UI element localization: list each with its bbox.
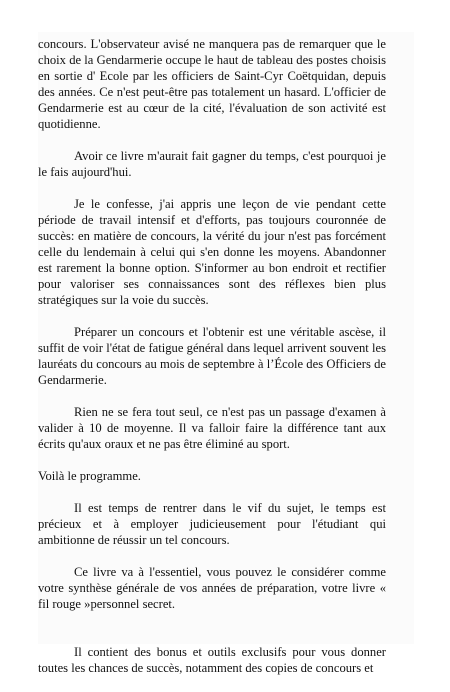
document-body: [38, 36, 386, 692]
paragraph-4: Préparer un concours et l'obtenir est une véritable ascèse, il suffit de voir l'état de fatigue général dans lequel arrivent souvent les lauréats du concours au mois de septembre à l’École des Officiers de Gendarmerie.: [38, 325, 386, 387]
paragraph-3: Je le confesse, j'ai appris une leçon de vie pendant cette période de travail intensif et d'efforts, pas toujours couronnée de succès: en matière de concours, la vérité du jour n'est pas forcément celle du lendemain à celui qui s'en donne les moyens. Abandonner est rarement la bonne option. S'informer au bon endroit et rectifier pour valoriser ses connaissances sont des réflexes bien plus stratégiques sur la voie du succès.: [38, 197, 386, 307]
paragraph-5: Rien ne se fera tout seul, ce n'est pas un passage d'examen à valider à 10 de moyenne. Il va falloir faire la différence tant aux écrits qu'aux oraux et ne pas être éliminé au sport.: [38, 405, 386, 451]
paragraph-6: Voilà le programme.: [38, 469, 141, 483]
paragraph-9: Il contient des bonus et outils exclusifs pour vous donner toutes les chances de succès, notamment des copies de concours et: [38, 645, 386, 675]
paragraph-1: concours. L'observateur avisé ne manquera pas de remarquer que le choix de la Gendarmerie occupe le haut de tableau des postes choisis en sortie d' Ecole par les officiers de Saint-Cyr Coëtquidan, depuis des années. Ce n'est peut-être pas totalement un hasard. L'officier de Gendarmerie est au cœur de la cité, l'évaluation de son activité est quotidienne.: [38, 37, 386, 131]
paragraph-2: Avoir ce livre m'aurait fait gagner du temps, c'est pourquoi je le fais aujourd'hui.: [38, 149, 386, 179]
paragraph-7: Il est temps de rentrer dans le vif du sujet, le temps est précieux et à employer judicieusement pour l'étudiant qui ambitionne de réussir un tel concours.: [38, 501, 386, 547]
paragraph-8: Ce livre va à l'essentiel, vous pouvez le considérer comme votre synthèse générale de vos années de préparation, votre livre « fil rouge »personnel secret.: [38, 565, 386, 611]
